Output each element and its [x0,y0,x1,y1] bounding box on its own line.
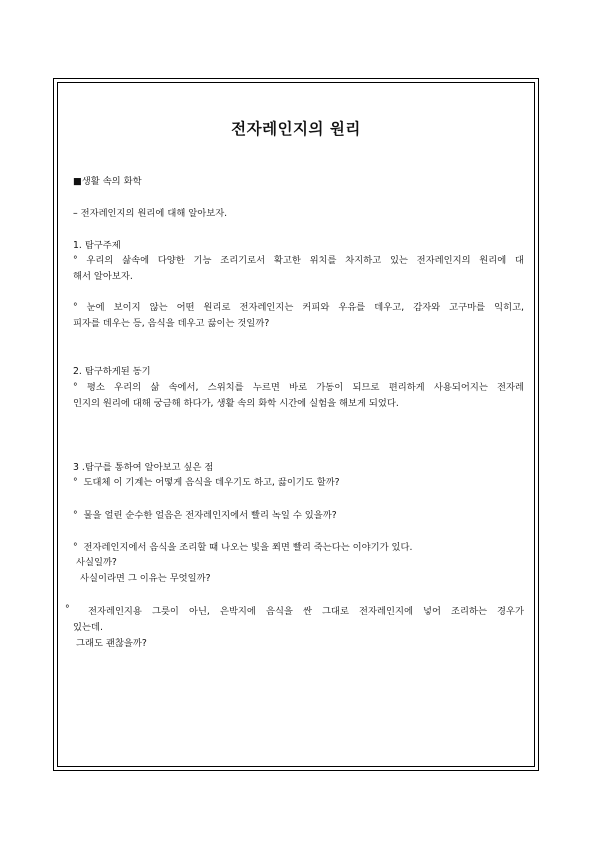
intro-text: – 전자레인지의 원리에 대해 알아보자. [73,208,228,219]
bullet-mark: ° [65,604,70,615]
body-line: ° 전자레인지에서 음식을 조리할 때 나오는 빛을 쬐면 빨리 죽는다는 이야기가 있다. [73,542,413,553]
body-line: ° 우리의 삶속에 다양한 기능 조리기로서 확고한 위치를 차지하고 있는 전자레인지의 원리에 대 [73,255,524,266]
body-line: ° 눈에 보이지 않는 어떤 원리로 전자레인지는 커피와 우유를 데우고, 감자와 고구마를 익히고, [73,302,524,313]
body-line: ° 물을 얼린 순수한 얼음은 전자레인지에서 빨리 녹일 수 있을까? [73,510,337,521]
body-line: 전자레인지용 그릇이 아닌, 은박지에 음식을 싼 그대로 전자레인지에 넣어 조리하는 경우가 [88,606,524,617]
body-line: 인지의 원리에 대해 궁금해 하다가, 생활 속의 화학 시간에 실험을 해보게 되었다. [73,398,399,409]
body-line: 그래도 괜찮을까? [76,638,147,649]
body-line: 사실이라면 그 이유는 무엇일까? [80,573,211,584]
body-line: ° 도대체 이 기계는 어떻게 음식을 데우기도 하고, 끓이기도 할까? [73,477,340,488]
body-line: 해서 알아보자. [73,271,133,282]
section-heading: 3 .탐구를 통하여 알아보고 싶은 점 [73,462,214,473]
body-line: 있는데. [73,622,103,633]
category-label: ■생활 속의 화학 [73,176,142,187]
body-line: 피자를 데우는 등, 음식을 데우고 끓이는 것일까? [73,318,270,329]
body-line: 사실일까? [76,557,117,568]
document-title: 전자레인지의 원리 [231,119,361,138]
section-heading: 1. 탐구주제 [73,240,121,251]
section-heading: 2. 탐구하게된 동기 [73,366,151,377]
body-line: ° 평소 우리의 삶 속에서, 스위치를 누르면 바로 가동이 되므로 편리하게 사용되어지는 전자레 [73,382,524,393]
